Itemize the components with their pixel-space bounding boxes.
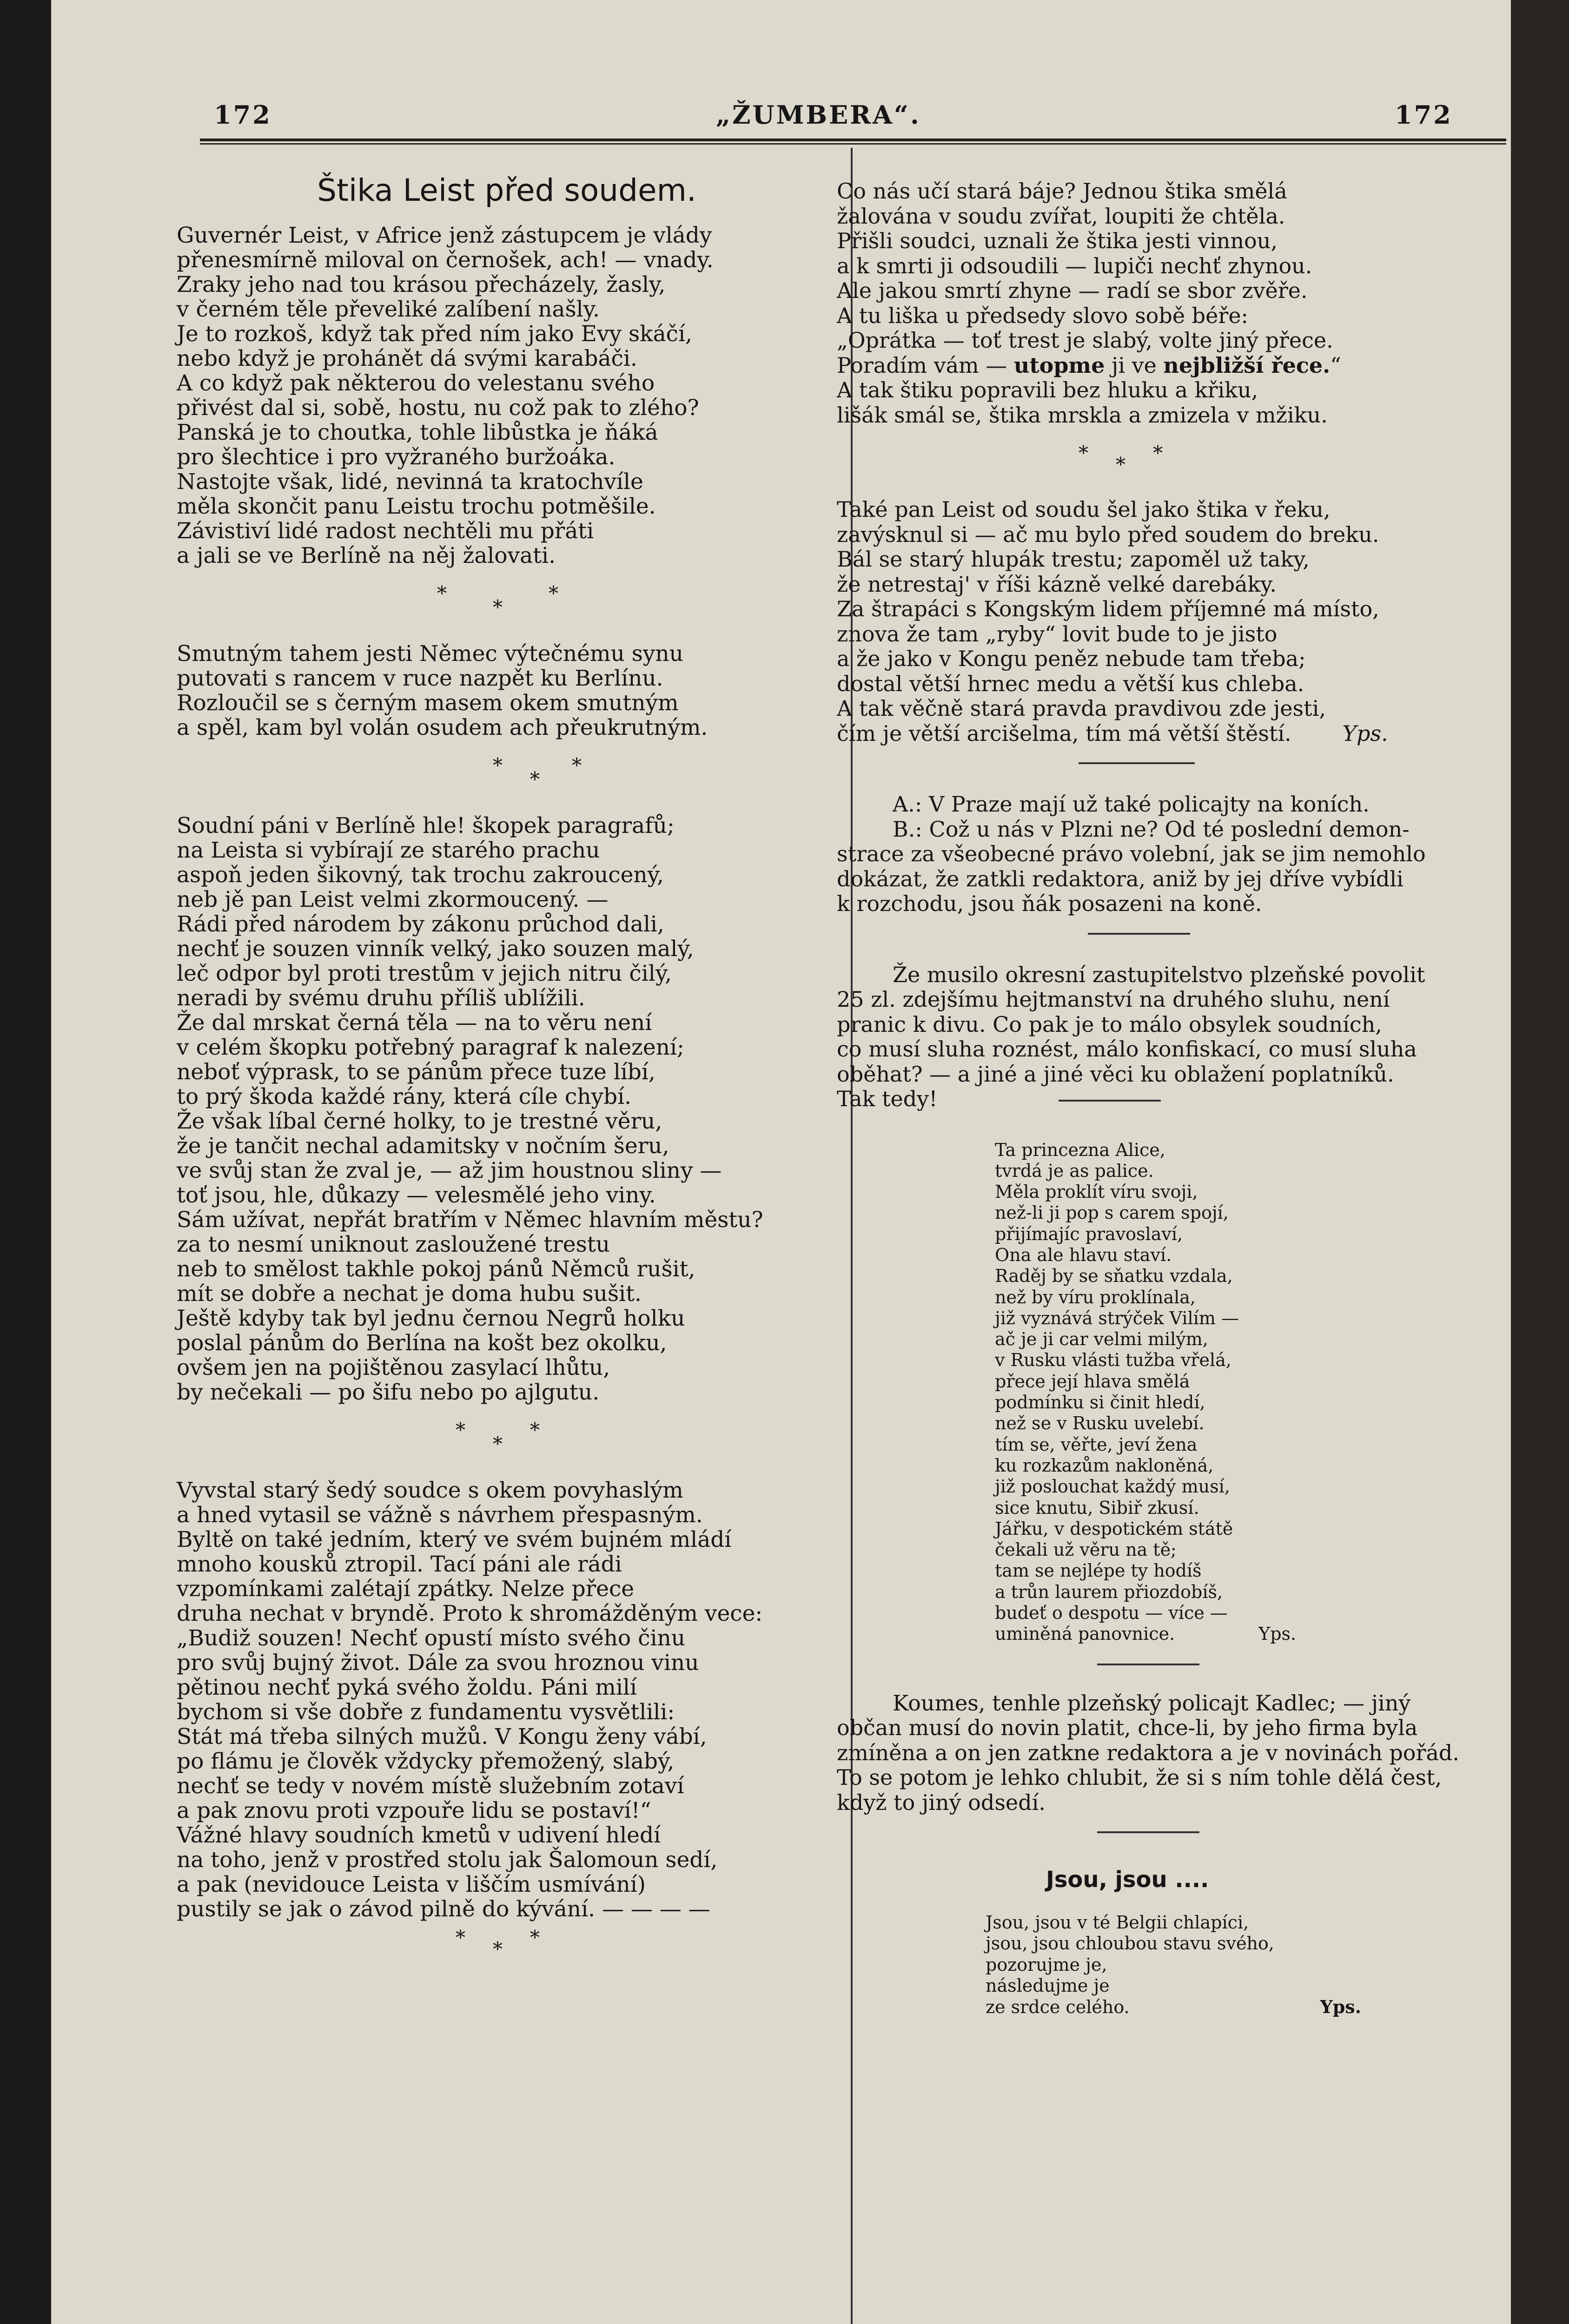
verse-line: Guvernér Leist, v Africe jenž zástupcem je vlády (177, 223, 712, 248)
author-signature: Yps. (1258, 1624, 1297, 1644)
scan-edge (1511, 0, 1569, 2324)
verse-line: Jsou, jsou v té Belgii chlapíci, (986, 1912, 1249, 1933)
verse-line: by nečekali — po šifu nebo po ajlgutu. (177, 1380, 600, 1405)
verse-line: Také pan Leist od soudu šel jako štika v řeku, (837, 497, 1331, 522)
verse-line: bychom si vše dobře z fundamentu vysvětlili: (177, 1699, 675, 1725)
verse-bold: utopme (1013, 352, 1105, 378)
stanza-1 (177, 223, 837, 568)
verse-line: jsou, jsou chloubou stavu svého, (986, 1933, 1274, 1954)
verse-line: „Budiž souzen! Nechť opustí místo svého činu (177, 1625, 686, 1651)
leist-stanza (837, 497, 1488, 746)
verse-line: Je to rozkoš, když tak před ním jako Evy skáčí, (177, 321, 692, 347)
verse-line: pustily se jak o závod pilně do kývání. — — — — (177, 1896, 710, 1922)
verse-line: Soudní páni v Berlíně hle! škopek paragrafů; (177, 813, 675, 838)
paragraph-line: 25 zl. zdejšímu hejtmanství na druhého sluhu, není (837, 987, 1390, 1012)
right-column (837, 179, 1488, 2018)
verse-line: pozorujme je, (986, 1954, 1107, 1975)
separator-rule (1097, 1664, 1199, 1665)
verse-line: přivést dal si, sobě, hostu, nu což pak to zlého? (177, 395, 699, 421)
star-mark: * (549, 582, 558, 605)
verse-line: než by víru proklínala, (995, 1287, 1196, 1307)
verse-line: na Leista si vybírají ze starého prachu (177, 838, 600, 863)
paragraph-line (837, 1087, 1488, 1112)
verse-line: ač je ji car velmi milým, (995, 1329, 1208, 1350)
verse-line: Za štrapáci s Kongským lidem příjemné má místo, (837, 596, 1379, 621)
star-mark: * (456, 1419, 465, 1441)
paragraph-line: co musí sluha roznést, málo konfiskací, co musí sluha (837, 1037, 1417, 1062)
paragraph-line: zmíněna a on jen zatkne redaktora a je v novinách pořád. (837, 1740, 1459, 1765)
star-mark: * (530, 768, 540, 791)
verse-line: nebo když je prohánět dá svými karabáči. (177, 346, 637, 371)
dialog-line: dokázat, že zatkli redaktora, aniž by jej dříve vybídli (837, 866, 1403, 891)
verse-line: než se v Rusku uvelebí. (995, 1413, 1205, 1434)
verse-line: „Oprátka — toť trest je slabý, volte jiný přece. (837, 328, 1333, 353)
star-mark: * (530, 1419, 540, 1441)
author-signature: Yps. (1342, 720, 1388, 746)
verse-line: putovati s rancem v ruce nazpět ku Berlínu. (177, 666, 663, 691)
verse-line: již vyznává strýček Vilím — (995, 1307, 1239, 1328)
verse-line: měla skončit panu Leistu trochu potměšile. (177, 494, 656, 519)
verse-line: Že však líbal černé holky, to je trestné věru, (177, 1109, 662, 1134)
verse-line: neradi by svému druhu příliš ublížili. (177, 985, 585, 1011)
verse-line: Stát má třeba silných mužů. V Kongu ženy vábí, (177, 1724, 707, 1750)
verse-line: pro šlechtice i pro vyžraného buržoáka. (177, 444, 616, 470)
verse-fragment: ji ve (1105, 352, 1164, 378)
verse-fragment: ze srdce celého. (986, 1997, 1130, 2018)
verse-line: Raděj by se sňatku vzdala, (995, 1266, 1233, 1287)
dialog-line: A.: V Praze mají už také policajty na koních. (893, 792, 1370, 817)
verse-line: Ale jakou smrtí zhyne — radí se sbor zvěře. (837, 278, 1308, 303)
verse-line: aspoň jeden šikovný, tak trochu zakroucený, (177, 862, 664, 888)
verse-line: druha nechat v bryndě. Proto k shromážděným vece: (177, 1601, 763, 1626)
verse-line: A tak věčně stará pravda pravdivou zde jesti, (837, 696, 1326, 721)
verse-line: a k smrti ji odsoudili — lupiči nechť zhynou. (837, 253, 1312, 278)
verse-line: lišák smál se, štika mrskla a zmizela v mžiku. (837, 402, 1328, 428)
verse-line: v Rusku vlásti tužba vřelá, (995, 1350, 1231, 1371)
verse-line: Sám užívat, nepřát bratřím v Němec hlavním městu? (177, 1207, 763, 1233)
verse-line: na toho, jenž v prostřed stolu jak Šalomoun sedí, (177, 1847, 718, 1873)
verse-line: v celém škopku potřebný paragraf k nalezení; (177, 1035, 684, 1060)
header-rule-thin (200, 143, 1506, 145)
stanza-4 (177, 1478, 837, 1921)
stanza-3 (177, 813, 837, 1405)
verse-line: než-li ji pop s carem spojí, (995, 1202, 1229, 1223)
star-mark: * (437, 582, 447, 605)
verse-line: žalována v soudu zvířat, loupiti že chtěla. (837, 203, 1285, 229)
separator-rule (1088, 933, 1190, 935)
verse-line: dostal větší hrnec medu a větší kus chleba. (837, 671, 1304, 696)
verse-line: nechť se tedy v novém místě služebním zotaví (177, 1773, 684, 1799)
verse-line: Ještě kdyby tak byl jednu černou Negrů holku (177, 1306, 685, 1331)
section-stars (177, 568, 837, 641)
verse-line: Měla proklít víru svoji, (995, 1182, 1198, 1202)
verse-line: ku rozkazům nakloněná, (995, 1455, 1214, 1476)
separator-rule (1059, 1100, 1161, 1102)
verse-line: tvrdá je as palice. (995, 1160, 1154, 1181)
verse-line: Smutným tahem jesti Němec výtečnému synu (177, 641, 683, 667)
paragraph-line: Že musilo okresní zastupitelstvo plzeňské povolit (893, 962, 1425, 987)
verse-line: zavýsknul si — ač mu bylo před soudem do breku. (837, 522, 1379, 547)
verse-line: Rozloučil se s černým masem okem smutným (177, 690, 679, 716)
verse-line (995, 1624, 1488, 1644)
verse-line: Co nás učí stará báje? Jednou štika smělá (837, 178, 1287, 204)
verse-line: Zraky jeho nad tou krásou přecházely, žasly, (177, 272, 666, 297)
verse-line: tím se, věřte, jeví žena (995, 1434, 1198, 1455)
dialog-item (837, 792, 1488, 917)
verse-line: a pak znovu proti vzpouře lidu se postaví!“ (177, 1798, 651, 1823)
verse-line: A co když pak některou do velestanu svého (177, 370, 655, 396)
verse-line: A tu liška u předsedy slovo sobě béře: (837, 303, 1249, 328)
section-stars (177, 740, 837, 813)
verse-line: leč odpor byl proti trestům v jejich nitru čilý, (177, 961, 672, 986)
verse-line: Vážné hlavy soudních kmetů v udivení hledí (177, 1822, 661, 1848)
paragraph-fragment: Tak tedy! (837, 1086, 938, 1111)
verse-line: to prý škoda každé rány, která cíle chybí. (177, 1084, 632, 1109)
verse-line: Nastojte však, lidé, nevinná ta kratochvíle (177, 469, 643, 495)
masthead: „ŽUMBERA“. (716, 100, 921, 130)
verse-line: již poslouchat každý musí, (995, 1476, 1230, 1497)
verse-line: Vyvstal starý šedý soudce s okem povyhaslým (177, 1478, 683, 1503)
verse-line: čekali už věru na tě; (995, 1539, 1177, 1560)
verse-line: přijímajíc pravoslaví, (995, 1223, 1183, 1244)
verse-line: a spěl, kam byl volán osudem ach přeukrutným. (177, 715, 708, 740)
star-mark: * (1153, 442, 1163, 464)
fable-stanza (837, 179, 1488, 428)
verse-line: toť jsou, hle, důkazy — velesmělé jeho viny. (177, 1182, 656, 1208)
star-mark: * (493, 1938, 503, 1961)
verse-line: pětinou nechť pyká svého žoldu. Páni milí (177, 1675, 637, 1700)
verse-line: Byltě on také jedním, který ve svém bujném mládí (177, 1527, 732, 1552)
dialog-line: k rozchodu, jsou ňák posazeni na koně. (837, 891, 1262, 916)
verse-line: následujme je (986, 1975, 1110, 1996)
news-paragraph (837, 963, 1488, 1112)
dialog-line: B.: Což u nás v Plzni ne? Od té poslední demon- (893, 816, 1410, 842)
verse-fragment: čím je větší arcišelma, tím má větší štěstí. (837, 720, 1291, 746)
jsou-title: Jsou, jsou .... (1046, 1867, 1209, 1893)
paragraph-line: občan musí do novin platit, chce-li, by jeho firma byla (837, 1715, 1418, 1741)
paragraph-line: Koumes, tenhle plzeňský policajt Kadlec; — jiný (893, 1690, 1411, 1716)
verse-line: ve svůj stan že zval je, — až jim houstnou sliny — (177, 1158, 722, 1183)
verse-line: poslal pánům do Berlína na košt bez okolku, (177, 1330, 667, 1356)
left-column (177, 167, 837, 1959)
verse-line (837, 721, 1488, 746)
star-mark: * (493, 596, 503, 619)
verse-line: přece její hlava smělá (995, 1371, 1190, 1392)
paragraph-line: pranic k divu. Co pak je to málo obsylek soudních, (837, 1011, 1382, 1037)
verse-fragment: uminěná panovnice. (995, 1624, 1175, 1644)
verse-line: Ta princezna Alice, (995, 1139, 1165, 1160)
paragraph-line: když to jiný odsedí. (837, 1789, 1046, 1815)
verse-line (986, 1996, 1488, 2018)
news-paragraph (837, 1691, 1488, 1816)
article-title: Štika Leist před soudem. (317, 172, 696, 208)
verse-line: neb to smělost takhle pokoj pánů Němců rušit, (177, 1256, 695, 1282)
verse-line: A tak štiku popravili bez hluku a křiku, (837, 377, 1258, 403)
alice-poem (995, 1140, 1488, 1645)
verse-line: podmínku si činit hledí, (995, 1392, 1205, 1413)
verse-line (837, 353, 1488, 378)
star-mark: * (1116, 453, 1125, 476)
verse-line: mnoho kousků ztropil. Tací páni ale rádi (177, 1552, 622, 1577)
verse-line: a hned vytasil se vážně s návrhem přespasným. (177, 1502, 703, 1528)
verse-line: a že jako v Kongu peněz nebude tam třeba; (837, 646, 1306, 671)
page-number-right: 172 (1395, 100, 1453, 130)
verse-line: a pak (nevidouce Leista v liščím usmívání) (177, 1872, 646, 1897)
star-mark: * (456, 1926, 465, 1949)
star-mark: * (493, 1433, 503, 1455)
verse-line: ovšem jen na pojištěnou zasylací lhůtu, (177, 1355, 610, 1380)
verse-line: že je tančit nechal adamitsky v nočním šeru, (177, 1133, 669, 1159)
verse-line: vzpomínkami zalétají zpátky. Nelze přece (177, 1576, 635, 1602)
verse-line: že netrestaj' v říši kázně velké darebáky. (837, 571, 1277, 597)
section-stars (177, 1921, 837, 1959)
verse-line: Jářku, v despotickém státě (995, 1518, 1233, 1539)
verse-line: v černém těle převeliké zalíbení našly. (177, 297, 600, 322)
verse-line: Rádi před národem by zákonu průchod dali, (177, 911, 664, 937)
verse-line: za to nesmí uniknout zasloužené trestu (177, 1232, 610, 1257)
paragraph-line: To se potom je lehko chlubit, že si s ním tohle dělá čest, (837, 1765, 1442, 1790)
verse-line: Přišli soudci, uznali že štika jesti vinnou, (837, 228, 1278, 253)
verse-line: Závistiví lidé radost nechtěli mu přáti (177, 518, 594, 544)
verse-line: Že dal mrskat černá těla — na to věru není (177, 1010, 652, 1036)
verse-line: přenesmírně miloval on černošek, ach! — vnady. (177, 247, 714, 273)
star-mark: * (572, 754, 582, 777)
verse-line: sice knutu, Sibiř zkusí. (995, 1497, 1199, 1518)
header-rule (200, 139, 1506, 141)
verse-line: Ona ale hlavu staví. (995, 1244, 1172, 1265)
jsou-poem (986, 1912, 1488, 2018)
star-mark: * (493, 754, 503, 777)
separator-rule (1097, 1831, 1199, 1833)
author-signature: Yps. (1320, 1996, 1361, 2018)
verse-line: budeť o despotu — více — (995, 1603, 1228, 1624)
verse-fragment: Poradím vám — (837, 352, 1014, 378)
verse-bold: nejbližší řece. (1163, 352, 1331, 378)
verse-line: mít se dobře a nechat je doma hubu sušit. (177, 1281, 642, 1307)
verse-line: nechť je souzen vinník velký, jako souzen malý, (177, 936, 694, 962)
section-stars (177, 1405, 837, 1478)
verse-line: neb jě pan Leist velmi zkormoucený. — (177, 887, 609, 912)
section-stars (837, 428, 1488, 497)
star-mark: * (530, 1926, 540, 1949)
verse-line: a jali se ve Berlíně na něj žalovati. (177, 543, 556, 568)
separator-rule (1079, 762, 1195, 764)
verse-line: neboť výprask, to se pánům přece tuze líbí, (177, 1059, 655, 1085)
paragraph-line: oběhat? — a jiné a jiné věci ku oblažení poplatníků. (837, 1061, 1394, 1087)
page-number-left: 172 (214, 100, 272, 130)
dialog-line: strace za všeobecné právo volební, jak se jim nemohlo (837, 841, 1426, 866)
verse-line: tam se nejlépe ty hodíš (995, 1560, 1202, 1581)
verse-line: pro svůj bujný život. Dále za svou hroznou vinu (177, 1650, 699, 1676)
verse-line: Panská je to choutka, tohle libůstka je ňáká (177, 420, 658, 445)
stanza-2 (177, 641, 837, 740)
newspaper-page (51, 0, 1511, 2324)
verse-line: po flámu je člověk vždycky přemožený, slabý, (177, 1749, 675, 1774)
verse-line: Bál se starý hlupák trestu; zapoměl už taky, (837, 547, 1310, 572)
verse-fragment: “ (1330, 352, 1341, 378)
verse-line: znova že tam „ryby“ lovit bude to je jisto (837, 621, 1278, 647)
verse-line: a trůn laurem přiozdobíš, (995, 1581, 1223, 1602)
star-mark: * (1079, 442, 1088, 464)
